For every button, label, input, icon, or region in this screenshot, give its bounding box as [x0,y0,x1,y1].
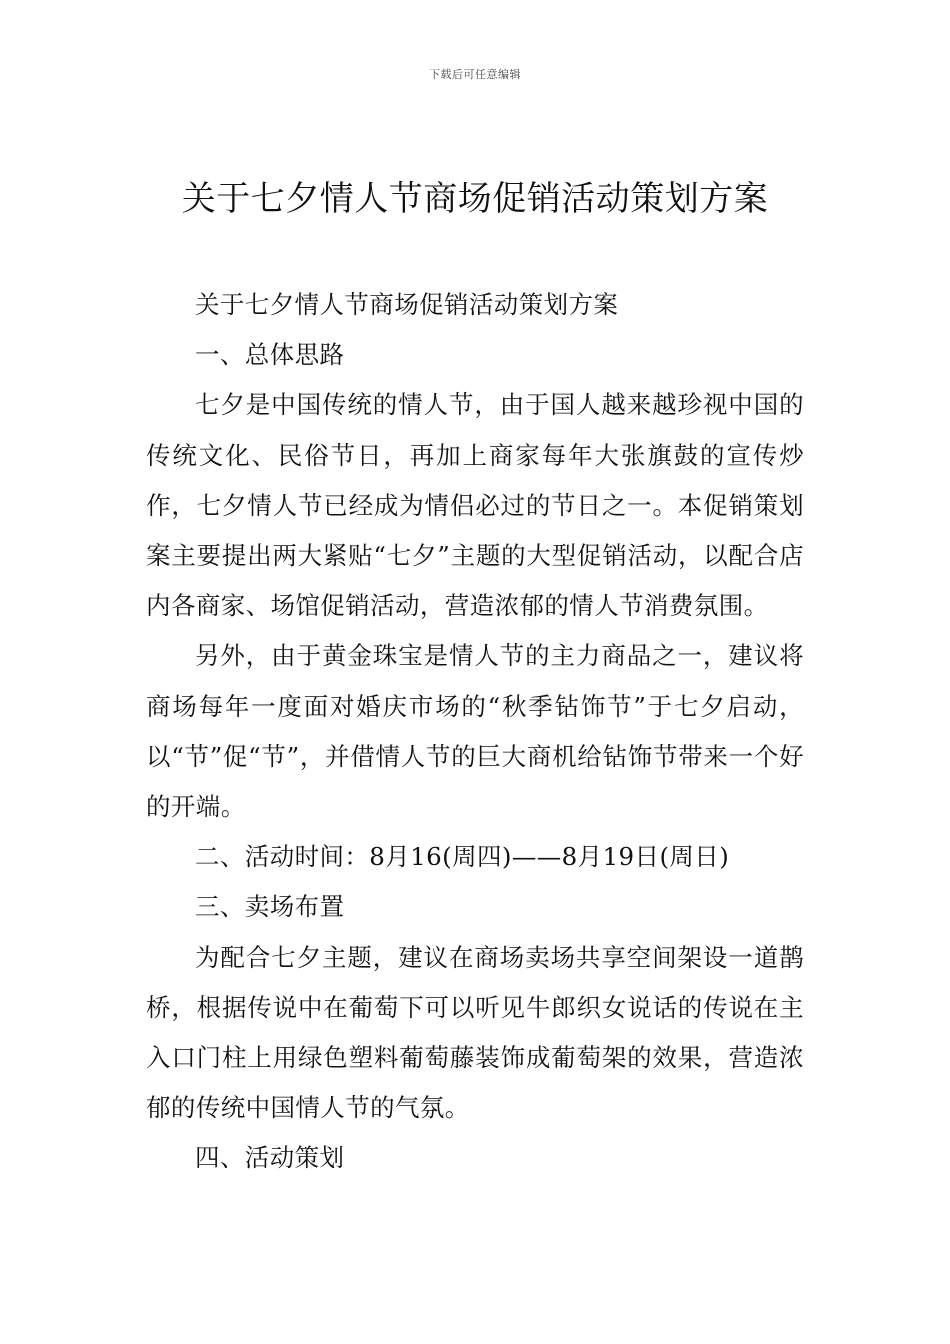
section-heading-activity-time: 二、活动时间：8月16(周四)——8月19日(周日) [195,842,730,872]
document-title: 关于七夕情人节商场促销活动策划方案 [181,179,769,219]
paragraph-store-decoration: 为配合七夕主题，建议在商场卖场共享空间架设一道鹊桥，根据传说中在葡萄下可以听见牛郎织女说话的传说在主入口门柱上用绿色塑料葡萄藤装饰成葡萄架的效果，营造浓郁的传统中国情人节的气氛。 [146,942,804,1123]
header-note: 下载后可任意编辑 [429,68,521,81]
paragraph-subtitle: 关于七夕情人节商场促销活动策划方案 [195,290,619,319]
section-heading-store-layout: 三、卖场布置 [195,892,345,922]
paragraph-qixi-intro: 七夕是中国传统的情人节，由于国人越来越珍视中国的传统文化、民俗节日，再加上商家每年大张旗鼓的宣传炒作，七夕情人节已经成为情侣必过的节日之一。本促销策划案主要提出两大紧贴“七夕”主题的大型促销活动，以配合店内各商家、场馆促销活动，营造浓郁的情人节消费氛围。 [146,390,804,621]
section-heading-overall-idea: 一、总体思路 [195,340,345,370]
section-heading-activity-plan: 四、活动策划 [195,1143,345,1173]
document-body [146,280,804,1184]
paragraph-jewelry-suggestion: 另外，由于黄金珠宝是情人节的主力商品之一，建议将商场每年一度面对婚庆市场的“秋季钻饰节”于七夕启动，以“节”促“节”，并借情人节的巨大商机给钻饰节带来一个好的开端。 [146,641,804,822]
